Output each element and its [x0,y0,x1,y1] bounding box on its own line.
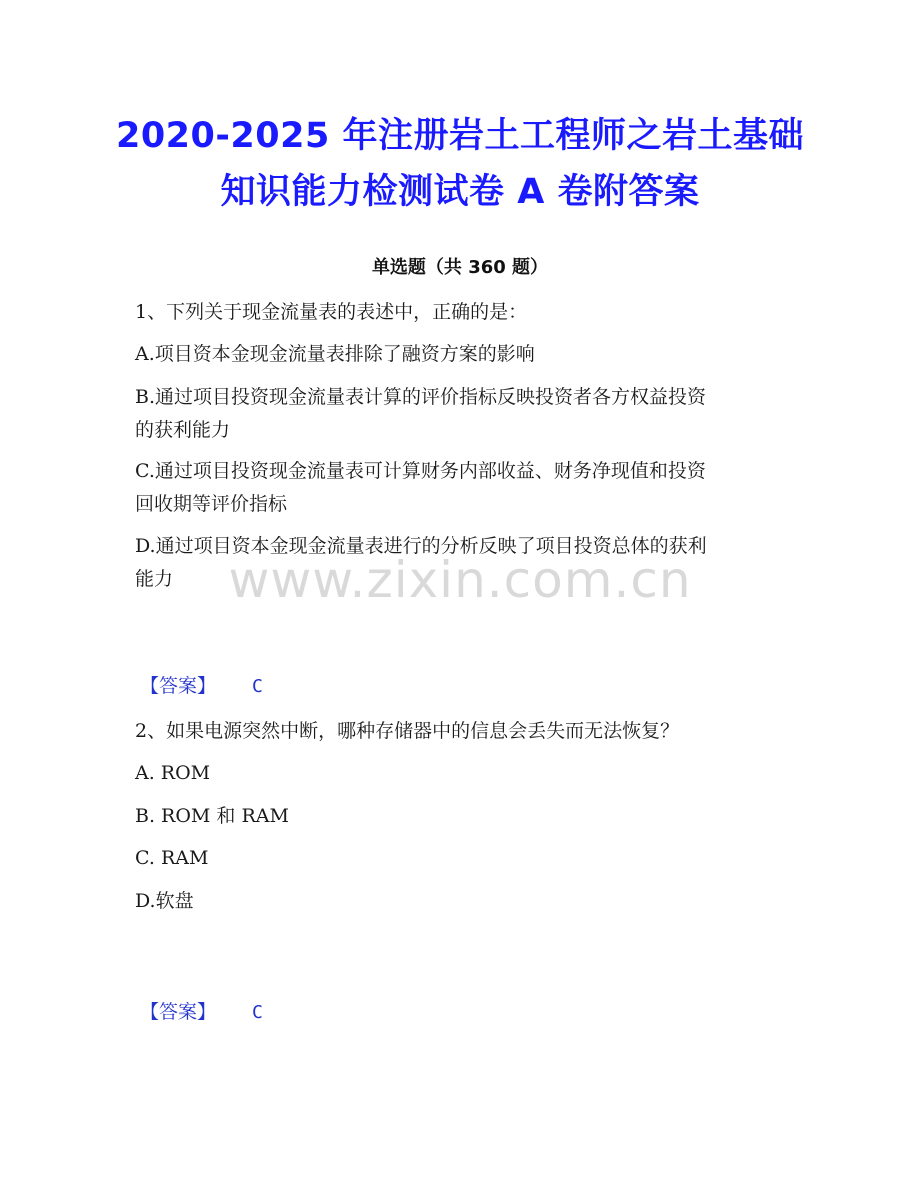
question-2-option-b: B. ROM 和 RAM [135,805,289,827]
question-2-stem: 2、如果电源突然中断，哪种存储器中的信息会丢失而无法恢复？ [135,720,680,742]
question-1-option-a: A.项目资本金现金流量表排除了融资方案的影响 [135,343,535,365]
question-1-option-d [135,530,795,596]
question-1-option-d-line-1: D.通过项目资本金现金流量表进行的分析反映了项目投资总体的获利 [135,535,707,557]
question-1-option-b-line-2: 的获利能力 [135,419,231,441]
watermark-text: www.zixin.com.cn [228,551,692,609]
document-title-line-1: 2020-2025 年注册岩土工程师之岩土基础 [115,116,805,156]
answer-value: C [252,1002,263,1023]
answer-label: 【答案】 [140,1001,217,1023]
question-1-stem: 1、下列关于现金流量表的表述中，正确的是： [135,301,528,323]
question-2-option-c: C. RAM [135,847,209,869]
document-title-line-2: 知识能力检测试卷 A 卷附答案 [220,172,700,212]
answer-label: 【答案】 [140,675,217,697]
question-2-option-d: D.软盘 [135,890,194,912]
question-1-answer [140,671,263,702]
question-1-option-c [135,455,795,521]
document-title [0,108,920,220]
section-heading: 单选题（共 360 题） [371,257,549,278]
answer-value: C [252,676,263,697]
question-1-option-c-line-1: C.通过项目投资现金流量表可计算财务内部收益、财务净现值和投资 [135,460,706,482]
question-1-option-b [135,381,795,447]
question-1-option-c-line-2: 回收期等评价指标 [135,493,288,515]
question-1-option-b-line-1: B.通过项目投资现金流量表计算的评价指标反映投资者各方权益投资 [135,386,707,408]
question-1-option-d-line-2: 能力 [135,568,174,590]
question-2-answer [140,997,263,1028]
question-2-option-a: A. ROM [135,762,211,784]
